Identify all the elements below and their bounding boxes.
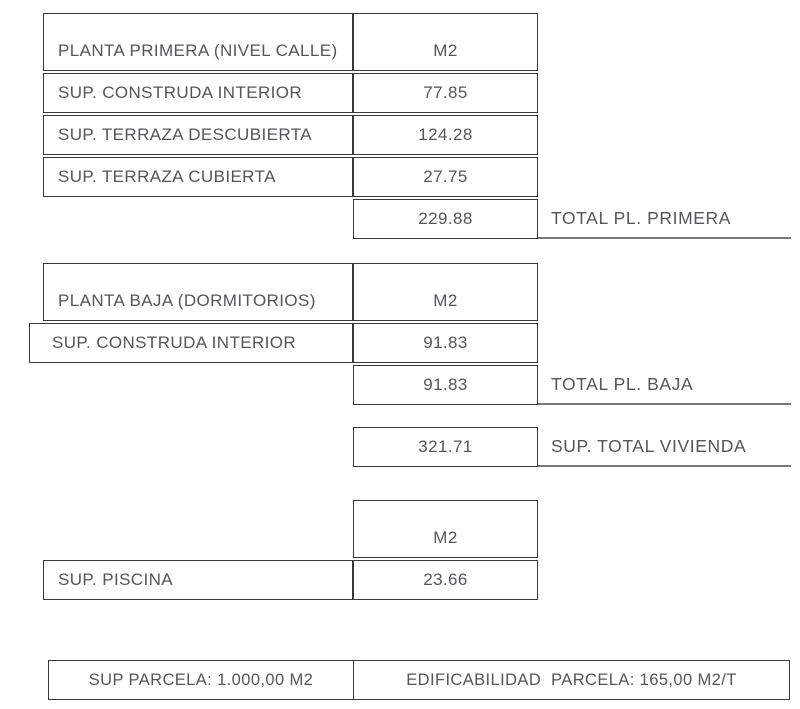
row-label: SUP. TERRAZA CUBIERTA	[43, 157, 353, 197]
table-planta-baja	[43, 263, 791, 405]
unit-header-m2: M2	[353, 500, 538, 558]
table-planta-primera	[43, 13, 791, 239]
total-value: 229.88	[353, 199, 538, 239]
table-row	[43, 263, 791, 321]
table-piscina	[43, 500, 538, 600]
spacer	[43, 427, 353, 467]
unit-header-m2: M2	[353, 13, 538, 71]
vivienda-total-value: 321.71	[353, 427, 538, 467]
vivienda-total-row	[43, 427, 791, 467]
spacer	[43, 365, 353, 405]
row-label: SUP. PISCINA	[43, 560, 353, 600]
row-label: SUP. TERRAZA DESCUBIERTA	[43, 115, 353, 155]
total-label-vivienda: SUP. TOTAL VIVIENDA	[538, 427, 791, 467]
spacer	[43, 500, 353, 558]
table-row	[43, 157, 791, 197]
table-row	[43, 13, 791, 71]
row-value: 91.83	[353, 323, 538, 363]
total-value: 91.83	[353, 365, 538, 405]
parcela-surface: SUP PARCELA: 1.000,00 M2	[49, 661, 354, 699]
table-row	[43, 323, 791, 363]
row-label: SUP. CONSTRUDA INTERIOR	[29, 323, 353, 363]
row-value: 77.85	[353, 73, 538, 113]
total-label-planta-primera: TOTAL PL. PRIMERA	[538, 199, 791, 239]
row-value: 124.28	[353, 115, 538, 155]
table-row	[43, 73, 791, 113]
total-row	[43, 427, 791, 467]
table-row	[43, 115, 791, 155]
total-label-planta-baja: TOTAL PL. BAJA	[538, 365, 791, 405]
row-value: 27.75	[353, 157, 538, 197]
planta-primera-title: PLANTA PRIMERA (NIVEL CALLE)	[43, 13, 353, 71]
parcel-summary-bar	[48, 660, 790, 700]
row-label: SUP. CONSTRUDA INTERIOR	[43, 73, 353, 113]
table-row	[43, 560, 538, 600]
unit-header-m2: M2	[353, 263, 538, 321]
row-value: 23.66	[353, 560, 538, 600]
table-row	[43, 500, 538, 558]
spacer	[43, 199, 353, 239]
total-row	[43, 365, 791, 405]
parcela-edificabilidad: EDIFICABILIDAD PARCELA: 165,00 M2/T	[406, 670, 737, 689]
planta-baja-title: PLANTA BAJA (DORMITORIOS)	[43, 263, 353, 321]
total-row	[43, 199, 791, 239]
